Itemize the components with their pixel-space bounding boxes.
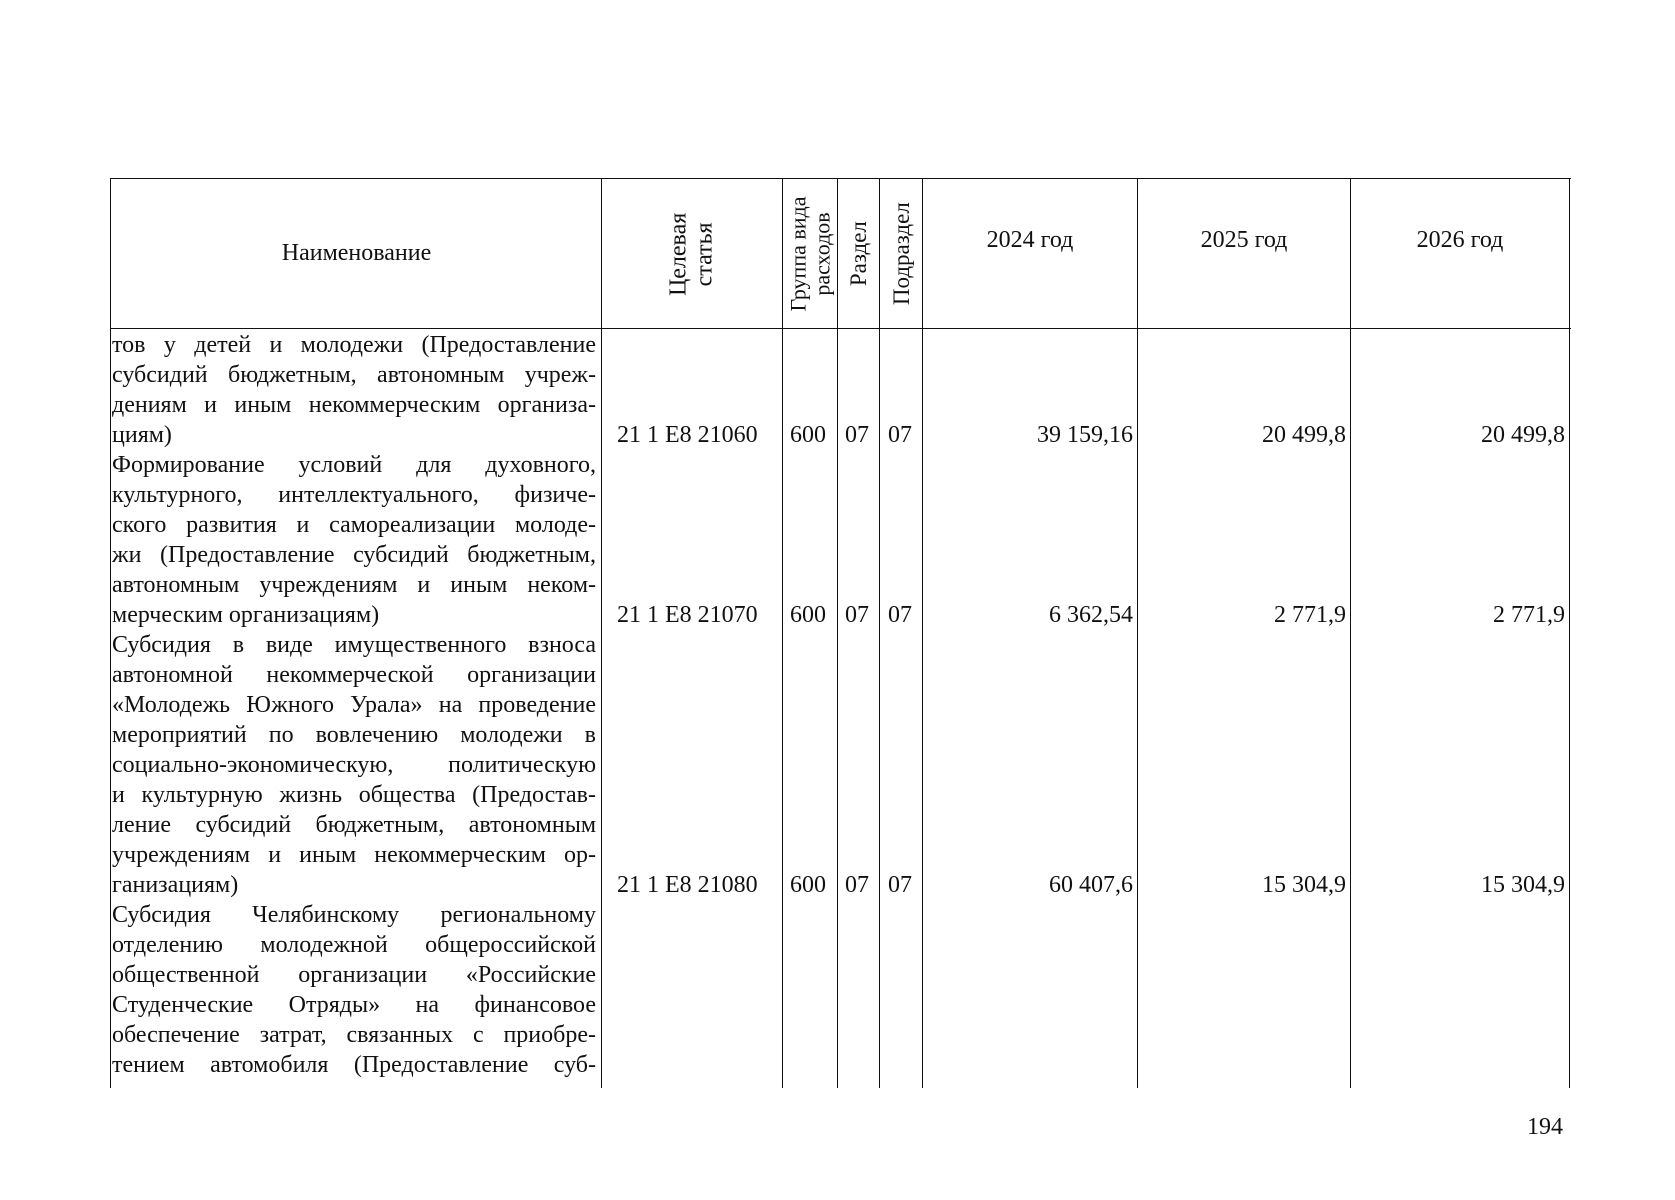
row-value-2025: 20 499,8: [1262, 422, 1346, 448]
row-expense-group: 600: [790, 422, 826, 448]
header-section-text: Раздел: [845, 221, 871, 287]
row-name-line: циям): [112, 422, 172, 448]
row-subsection: 07: [888, 872, 912, 898]
row-target-article: 21 1 E8 21070: [617, 602, 758, 628]
row-name-line: тением автомобиля (Предоставление суб-: [112, 1052, 596, 1078]
row-section: 07: [845, 422, 869, 448]
row-target-article: 21 1 E8 21060: [617, 422, 758, 448]
row-subsection: 07: [888, 602, 912, 628]
row-name-line: «Молодежь Южного Урала» на проведение: [112, 692, 596, 718]
row-value-2024: 6 362,54: [1049, 602, 1133, 628]
header-2026: 2026 год: [1416, 227, 1504, 254]
col-border-right: [1569, 178, 1570, 1088]
table-top-border: [110, 178, 1571, 179]
row-name-line: обеспечение затрат, связанных с приобре-: [112, 1022, 596, 1048]
row-name-line: мероприятий по вовлечению молодежи в: [112, 722, 596, 748]
header-expense-group: [783, 180, 837, 328]
row-name-line: ского развития и самореализации молоде-: [112, 512, 596, 538]
row-section: 07: [845, 872, 869, 898]
row-name-line: общественной организации «Российские: [112, 962, 596, 988]
row-value-2026: 20 499,8: [1481, 422, 1565, 448]
row-name-line: тов у детей и молодежи (Предоставление: [112, 332, 596, 358]
header-section: [838, 180, 879, 328]
page-number: 194: [1527, 1114, 1563, 1140]
row-name-line: Формирование условий для духовного,: [112, 452, 596, 478]
col-border-left: [110, 178, 111, 1088]
row-name-line: дениям и иным некоммерческим организа-: [112, 392, 596, 418]
header-subsection: [880, 180, 922, 328]
header-subsection-text: Подраздел: [888, 202, 914, 306]
row-expense-group: 600: [790, 872, 826, 898]
row-name-line: субсидий бюджетным, автономным учреж-: [112, 362, 596, 388]
header-name: Наименование: [281, 240, 432, 267]
row-name-line: учреждениям и иным некоммерческим ор-: [112, 842, 596, 868]
col-border-subsection: [922, 178, 923, 1088]
header-target-article: [602, 180, 782, 328]
col-border-2024: [1137, 178, 1138, 1088]
header-target-article-text: Целевая статья: [665, 212, 718, 296]
row-name-line: и культурную жизнь общества (Предостав-: [112, 782, 596, 808]
row-name-line: отделению молодежной общероссийской: [112, 932, 596, 958]
row-name-line: Студенческие Отряды» на финансовое: [112, 992, 596, 1018]
row-name: [112, 630, 596, 900]
row-target-article: 21 1 E8 21080: [617, 872, 758, 898]
header-2024: 2024 год: [986, 227, 1074, 254]
row-value-2025: 2 771,9: [1274, 602, 1346, 628]
header-expense-group-text: Группа вида расходов: [785, 196, 835, 312]
row-name: [112, 900, 596, 1080]
row-value-2025: 15 304,9: [1262, 872, 1346, 898]
row-subsection: 07: [888, 422, 912, 448]
row-section: 07: [845, 602, 869, 628]
row-name-line: жи (Предоставление субсидий бюджетным,: [112, 542, 596, 568]
header-bottom-border: [110, 328, 1571, 329]
row-name-line: автономной некоммерческой организации: [112, 662, 596, 688]
row-name-line: Субсидия Челябинскому региональному: [112, 902, 596, 928]
row-value-2024: 60 407,6: [1049, 872, 1133, 898]
row-name-line: культурного, интеллектуального, физиче-: [112, 482, 596, 508]
row-name-line: мерческим организациям): [112, 602, 380, 628]
row-name: [112, 330, 596, 450]
row-name-line: социально-экономическую, политическую: [112, 752, 596, 778]
row-expense-group: 600: [790, 602, 826, 628]
row-name-line: ление субсидий бюджетным, автономным: [112, 812, 596, 838]
row-name: [112, 450, 596, 630]
row-value-2024: 39 159,16: [1037, 422, 1133, 448]
header-2025: 2025 год: [1200, 227, 1288, 254]
row-name-line: Субсидия в виде имущественного взноса: [112, 632, 596, 658]
row-value-2026: 15 304,9: [1481, 872, 1565, 898]
row-name-line: ганизациям): [112, 872, 239, 898]
row-name-line: автономным учреждениям и иным неком-: [112, 572, 596, 598]
row-value-2026: 2 771,9: [1493, 602, 1565, 628]
col-border-2025: [1350, 178, 1351, 1088]
